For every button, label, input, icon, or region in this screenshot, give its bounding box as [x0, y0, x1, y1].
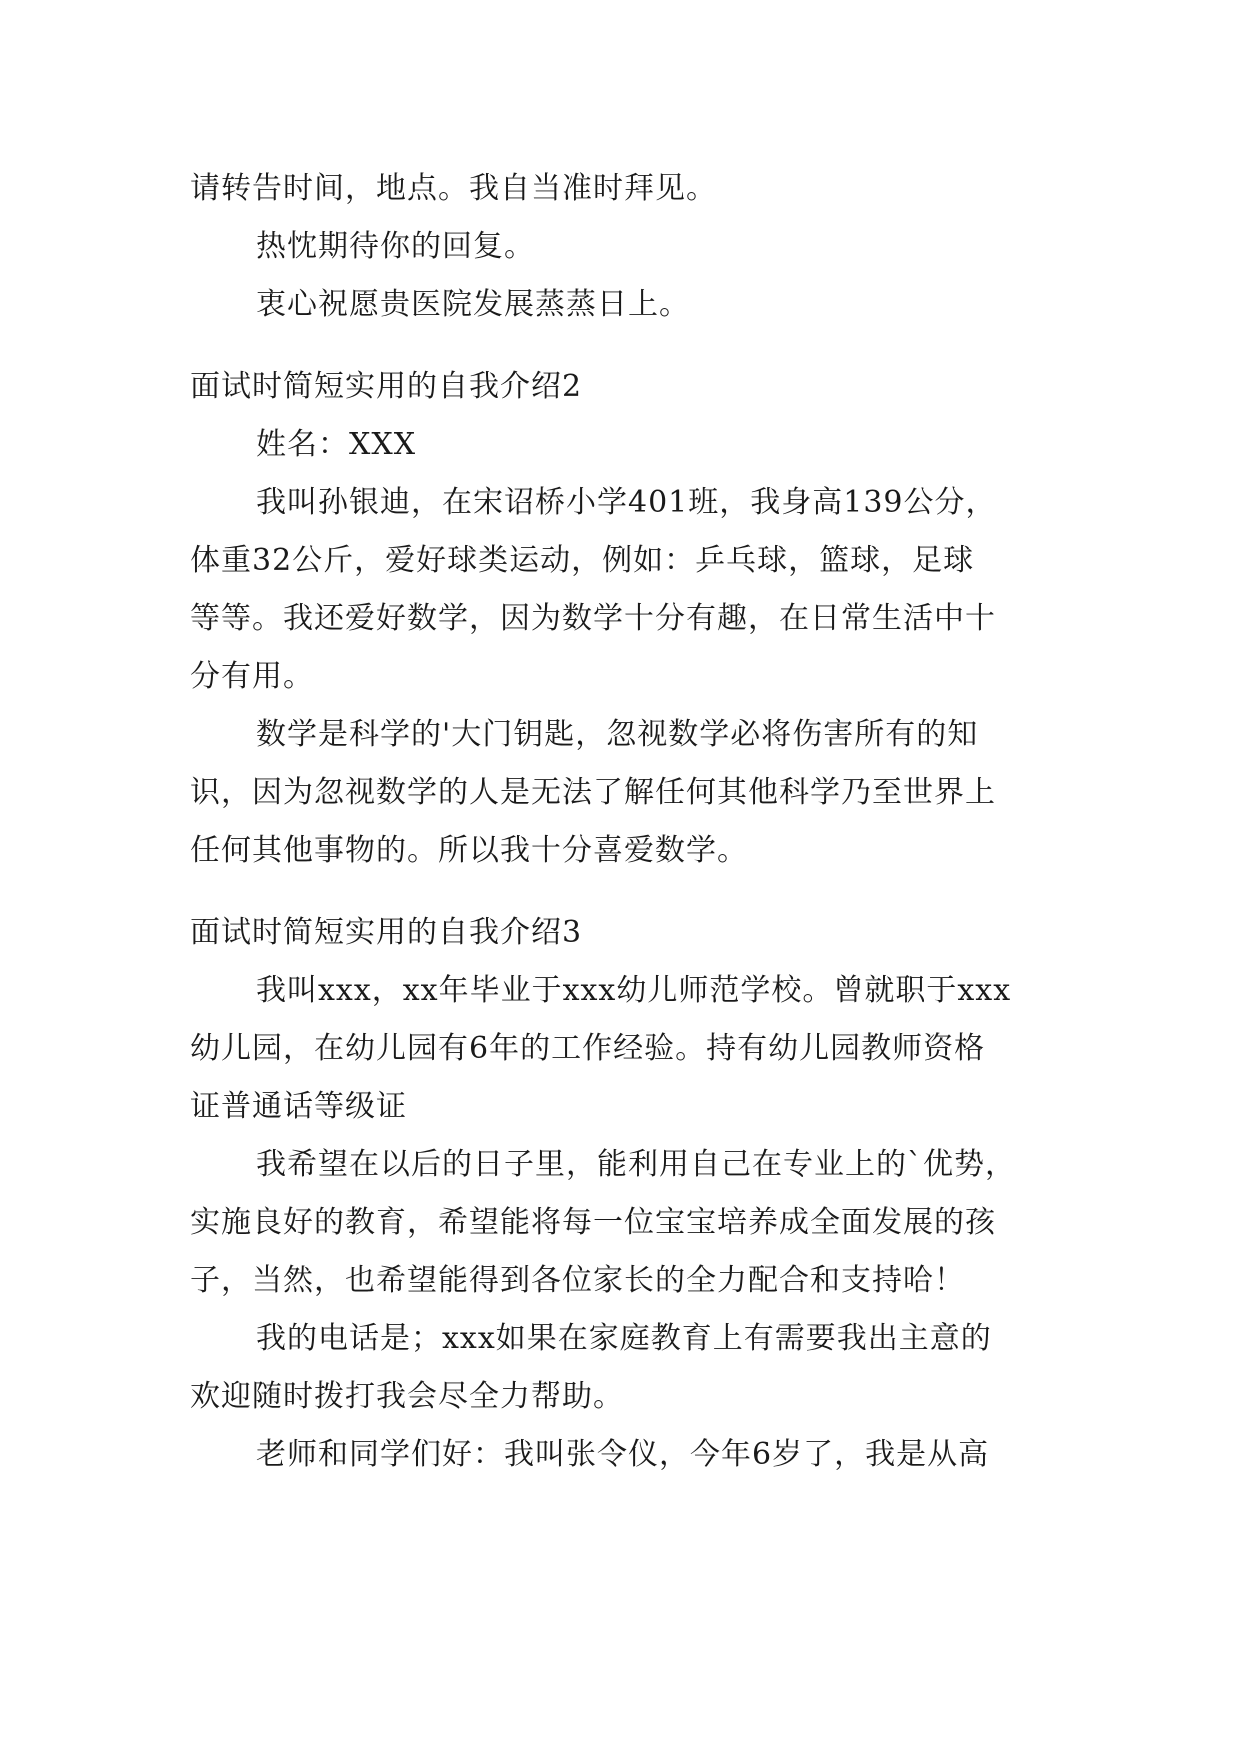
paragraph-line: 子，当然，也希望能得到各位家长的全力配合和支持哈！ [190, 1263, 965, 1298]
paragraph-line: 数学是科学的'大门钥匙，忽视数学必将伤害所有的知 [256, 717, 979, 752]
section-heading: 面试时简短实用的自我介绍3 [190, 915, 583, 950]
paragraph-line: 识，因为忽视数学的人是无法了解任何其他科学乃至世界上 [190, 775, 996, 810]
paragraph-line: 任何其他事物的。所以我十分喜爱数学。 [190, 833, 748, 868]
paragraph-line: 幼儿园，在幼儿园有6年的工作经验。持有幼儿园教师资格 [190, 1031, 986, 1066]
paragraph-line: 我希望在以后的日子里，能利用自己在专业上的`优势， [256, 1147, 1016, 1182]
section-heading: 面试时简短实用的自我介绍2 [190, 369, 583, 404]
paragraph-line: 欢迎随时拨打我会尽全力帮助。 [190, 1379, 624, 1414]
paragraph-line: 实施良好的教育，希望能将每一位宝宝培养成全面发展的孩 [190, 1205, 996, 1240]
document-body [190, 160, 1050, 1484]
paragraph-line: 老师和同学们好：我叫张令仪，今年6岁了，我是从高 [256, 1437, 990, 1472]
paragraph-line: 体重32公斤，爱好球类运动，例如：乒乓球，篮球，足球 [190, 543, 975, 578]
text-line: 衷心祝愿贵医院发展蒸蒸日上。 [256, 287, 690, 322]
name-line: 姓名：XXX [256, 427, 417, 462]
paragraph-line: 我叫xxx，xx年毕业于xxx幼儿师范学校。曾就职于xxx [256, 973, 1012, 1008]
paragraph-line: 分有用。 [190, 659, 314, 694]
paragraph-line: 我的电话是；xxx如果在家庭教育上有需要我出主意的 [256, 1321, 992, 1356]
text-line: 请转告时间，地点。我自当准时拜见。 [190, 171, 717, 206]
text-line: 热忱期待你的回复。 [256, 229, 535, 264]
paragraph-line: 我叫孙银迪，在宋诏桥小学401班，我身高139公分， [256, 485, 997, 520]
paragraph-line: 证普通话等级证 [190, 1089, 407, 1124]
paragraph-line: 等等。我还爱好数学，因为数学十分有趣，在日常生活中十 [190, 601, 996, 636]
